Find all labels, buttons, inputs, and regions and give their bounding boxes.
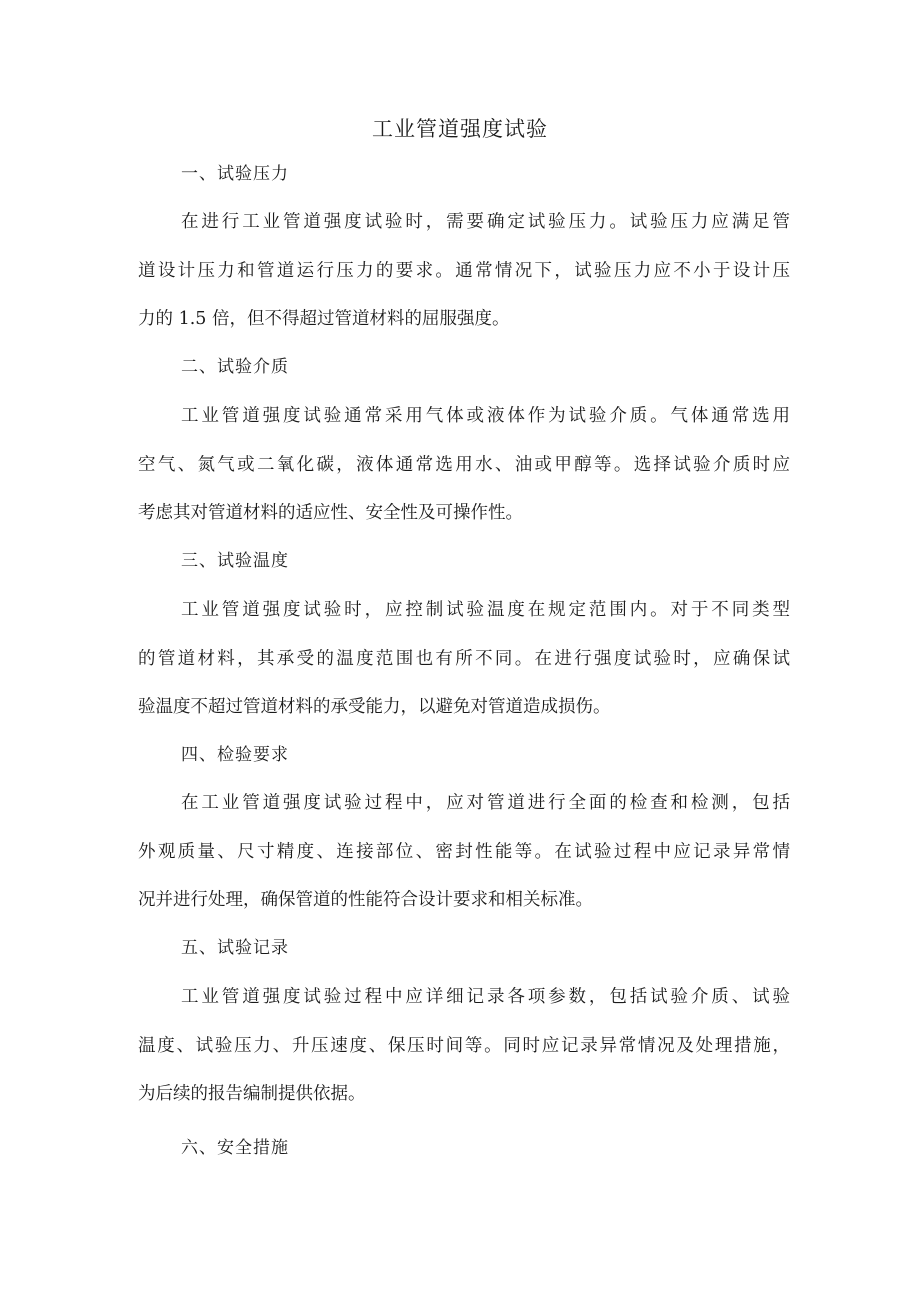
paragraph-line: 工业管道强度试验通常采用气体或液体作为试验介质。气体通常选用 <box>181 406 790 426</box>
section-heading-pressure: 一、试验压力 <box>181 164 289 184</box>
paragraph-line: 温度、试验压力、升压速度、保压时间等。同时应记录异常情况及处理措施， <box>138 1035 790 1056</box>
paragraph-line: 工业管道强度试验过程中应详细记录各项参数，包括试验介质、试验 <box>181 987 790 1007</box>
paragraph-line: 道设计压力和管道运行压力的要求。通常情况下，试验压力应不小于设计压 <box>138 260 790 281</box>
section-body-medium <box>138 392 790 538</box>
section-body-pressure <box>138 198 790 344</box>
paragraph-line: 考虑其对管道材料的适应性、安全性及可操作性。 <box>138 503 523 523</box>
paragraph-line: 工业管道强度试验时，应控制试验温度在规定范围内。对于不同类型 <box>181 600 790 620</box>
section-body-temperature <box>138 586 790 732</box>
section-body-records <box>138 973 790 1119</box>
section-heading-temperature: 三、试验温度 <box>181 551 289 571</box>
paragraph-line: 在工业管道强度试验过程中，应对管道进行全面的检查和检测，包括 <box>181 793 790 813</box>
paragraph-line: 为后续的报告编制提供依据。 <box>138 1084 366 1104</box>
paragraph-line: 验温度不超过管道材料的承受能力，以避免对管道造成损伤。 <box>138 697 611 717</box>
paragraph-line: 外观质量、尺寸精度、连接部位、密封性能等。在试验过程中应记录异常情 <box>138 841 790 862</box>
paragraph-line: 空气、氮气或二氧化碳，液体通常选用水、油或甲醇等。选择试验介质时应 <box>138 454 790 475</box>
section-heading-medium: 二、试验介质 <box>181 357 289 377</box>
paragraph-line: 况并进行处理，确保管道的性能符合设计要求和相关标准。 <box>138 890 593 910</box>
section-body-inspection <box>138 779 790 925</box>
paragraph-line: 的管道材料，其承受的温度范围也有所不同。在进行强度试验时，应确保试 <box>138 648 790 669</box>
paragraph-line: 在进行工业管道强度试验时，需要确定试验压力。试验压力应满足管 <box>181 212 790 232</box>
section-heading-safety: 六、安全措施 <box>181 1138 289 1158</box>
section-heading-records: 五、试验记录 <box>181 938 289 958</box>
section-heading-inspection: 四、检验要求 <box>181 745 289 765</box>
paragraph-line: 力的 1.5 倍，但不得超过管道材料的屈服强度。 <box>138 309 510 329</box>
document-title: 工业管道强度试验 <box>372 117 548 141</box>
